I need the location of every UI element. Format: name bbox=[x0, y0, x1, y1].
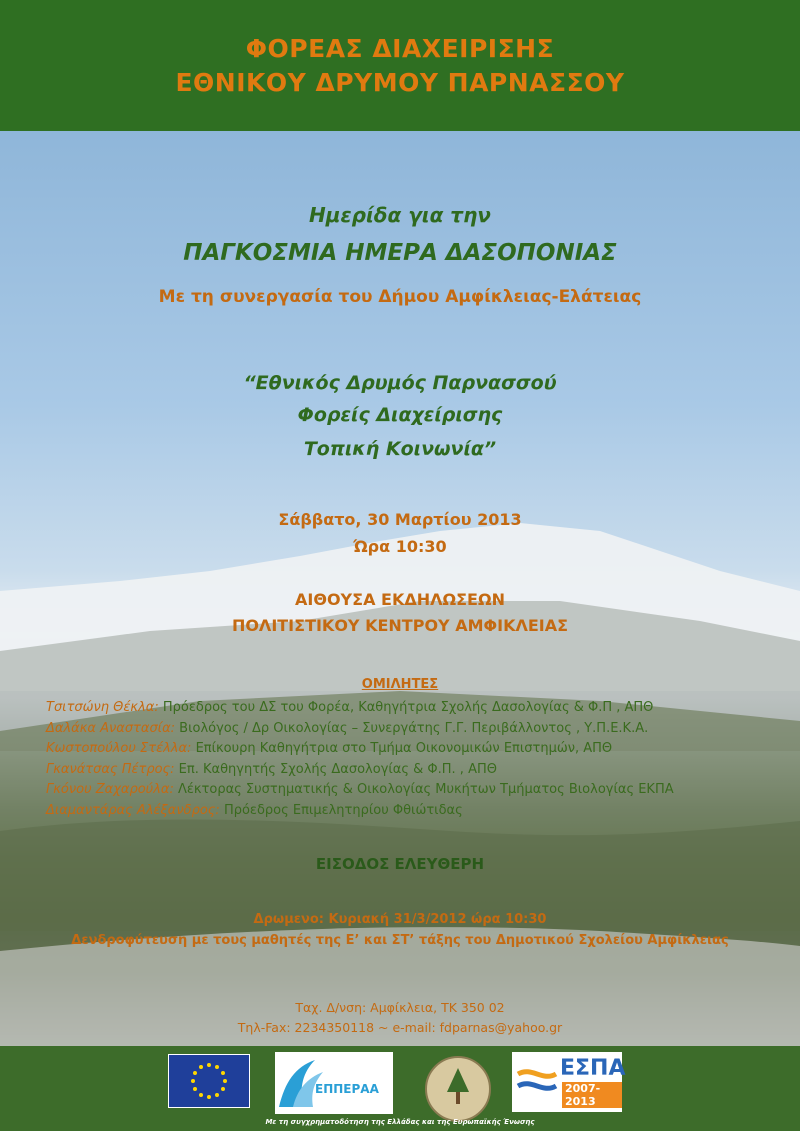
espa-label: ΕΣΠΑ bbox=[560, 1056, 626, 1081]
speaker-role: Βιολόγος / Δρ Οικολογίας – Συνεργάτης Γ.Γ. Περιβάλλοντος , Υ.Π.Ε.Κ.Α. bbox=[175, 720, 649, 736]
speakers-list bbox=[46, 698, 786, 821]
mountain-illustration bbox=[0, 131, 800, 1046]
speaker-name: Δαλάκα Αναστασία: bbox=[46, 720, 176, 736]
speaker-name: Γκόνου Ζαχαρούλα: bbox=[46, 782, 174, 797]
venue-line1: ΑΙΘΟΥΣΑ ΕΚΔΗΛΩΣΕΩΝ bbox=[295, 590, 505, 609]
speaker-name: Κωστοπούλου Στέλλα: bbox=[46, 741, 192, 756]
speaker-name: Γκανάτσας Πέτρος: bbox=[46, 761, 175, 777]
contact-phone-email: Τηλ-Fax: 2234350118 ~ e-mail: fdparnas@yahoo.gr bbox=[237, 1020, 563, 1035]
speaker-role: Πρόεδρος του ΔΣ του Φορέα, Καθηγήτρια Σχολής Δασολογίας & Φ.Π , ΑΠΘ bbox=[158, 700, 654, 715]
theme-line3: Τοπική Κοινωνία” bbox=[303, 438, 497, 460]
speaker-role: Επίκουρη Καθηγήτρια στο Τμήμα Οικονομικών Επιστημών, ΑΠΘ bbox=[191, 741, 613, 756]
speaker-role: Λέκτορας Συστηματικής & Οικολογίας Μυκήτων Τμήματος Βιολογίας ΕΚΠΑ bbox=[173, 782, 674, 797]
theme-line2: Φορείς Διαχείρισης bbox=[297, 404, 503, 426]
speaker-name: Διαμαντάρας Αλέξανδρος: bbox=[46, 802, 220, 818]
espa-years: 2007-2013 bbox=[562, 1082, 622, 1108]
speaker-item bbox=[46, 739, 786, 760]
header-banner bbox=[0, 0, 800, 131]
event-title: ΠΑΓΚΟΣΜΙΑ ΗΜΕΡΑ ΔΑΣΟΠΟΝΙΑΣ bbox=[183, 240, 617, 266]
free-entry: ΕΙΣΟΔΟΣ ΕΛΕΥΘΕΡΗ bbox=[315, 855, 485, 873]
forest-seal-logo bbox=[425, 1056, 491, 1122]
speaker-item bbox=[46, 780, 786, 801]
mountain-background bbox=[0, 131, 800, 1046]
epperaa-label: ΕΠΠΕΡΑΑ bbox=[315, 1082, 379, 1096]
partner-line: Με τη συνεργασία του Δήμου Αμφίκλειας-Ελάτειας bbox=[158, 287, 642, 307]
side-event-line1: Δρωμενο: Κυριακή 31/3/2012 ώρα 10:30 bbox=[253, 912, 547, 927]
event-time: Ώρα 10:30 bbox=[353, 537, 447, 556]
speaker-role: Επ. Καθηγητής Σχολής Δασολογίας & Φ.Π. , ΑΠΘ bbox=[174, 761, 497, 777]
speaker-item bbox=[46, 719, 786, 740]
speaker-role: Πρόεδρος Επιμελητηρίου Φθιώτιδας bbox=[219, 802, 463, 818]
tree-icon bbox=[427, 1058, 489, 1120]
intro-text: Ημερίδα για την bbox=[309, 203, 491, 227]
speaker-item bbox=[46, 801, 786, 822]
speaker-item bbox=[46, 698, 786, 719]
epperaa-logo bbox=[275, 1052, 393, 1114]
speaker-name: Τσιτσώνη Θέκλα: bbox=[46, 700, 159, 715]
organization-name-line2: ΕΘΝΙΚΟΥ ΔΡΥΜΟΥ ΠΑΡΝΑΣΣΟΥ bbox=[175, 68, 625, 97]
eu-stars-icon bbox=[169, 1055, 249, 1107]
cofunding-footnote: Με τη συγχρηματοδότηση της Ελλάδας και της Ευρωπαϊκής Ένωσης bbox=[265, 1118, 535, 1126]
event-date: Σάββατο, 30 Μαρτίου 2013 bbox=[278, 510, 522, 529]
side-event-line2: Δενδροφύτευση με τους μαθητές της Ε’ και ΣΤ’ τάξης του Δημοτικού Σχολείου Αμφίκλειας bbox=[71, 933, 729, 948]
speaker-item bbox=[46, 760, 786, 781]
contact-address: Ταχ. Δ/νση: Αμφίκλεια, ΤΚ 350 02 bbox=[295, 1000, 505, 1015]
organization-name-line1: ΦΟΡΕΑΣ ΔΙΑΧΕΙΡΙΣΗΣ bbox=[245, 34, 555, 63]
venue-line2: ΠΟΛΙΤΙΣΤΙΚΟΥ ΚΕΝΤΡΟΥ ΑΜΦΙΚΛΕΙΑΣ bbox=[231, 616, 569, 635]
espa-logo bbox=[512, 1052, 626, 1112]
eu-flag-logo bbox=[168, 1054, 250, 1108]
theme-line1: “Εθνικός Δρυμός Παρνασσού bbox=[243, 372, 557, 394]
speakers-heading: ΟΜΙΛΗΤΕΣ bbox=[361, 677, 439, 692]
